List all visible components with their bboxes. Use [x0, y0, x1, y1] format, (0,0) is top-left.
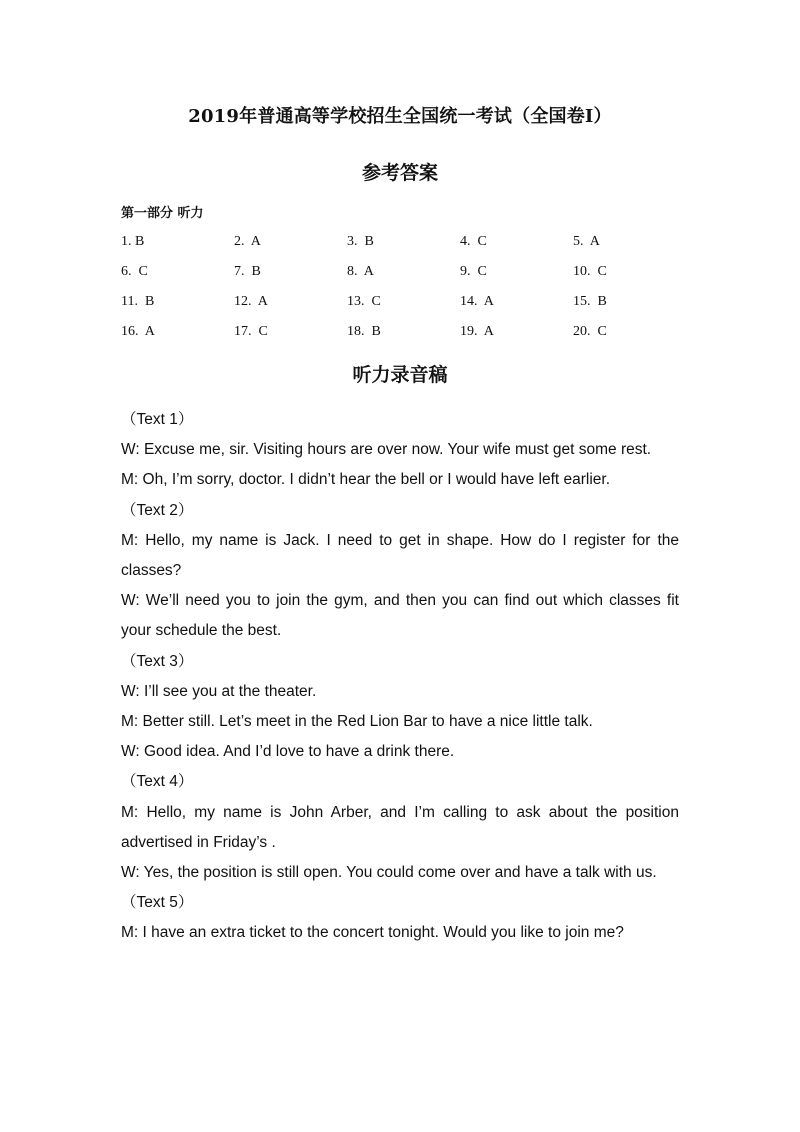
listening-transcript	[121, 405, 679, 949]
answer-item: 13. C	[347, 294, 381, 309]
listening-section-heading: 第一部分 听力	[121, 206, 204, 221]
answer-item: 5. A	[573, 234, 600, 249]
transcript-heading: 听力录音稿	[352, 364, 448, 386]
transcript-line: W: I’ll see you at the theater.	[121, 682, 317, 700]
answer-item: 12. A	[234, 294, 268, 309]
transcript-line: M: I have an extra ticket to the concert tonight. Would you like to join me?	[121, 924, 624, 942]
answer-item: 7. B	[234, 264, 261, 279]
transcript-line: W: We’ll need you to join the gym, and then you can find out which classes fit your schedule the best.	[121, 592, 679, 640]
answer-item: 19. A	[460, 324, 494, 339]
answer-item: 6. C	[121, 264, 148, 279]
answer-item: 17. C	[234, 324, 268, 339]
answer-item: 9. C	[460, 264, 487, 279]
transcript-text-label: （Text 3）	[121, 652, 194, 670]
transcript-line: M: Hello, my name is John Arber, and I’m calling to ask about the position advertised in Friday’s .	[121, 803, 679, 851]
transcript-line: M: Better still. Let’s meet in the Red Lion Bar to have a nice little talk.	[121, 713, 593, 731]
answer-grid	[121, 231, 701, 351]
transcript-line: M: Hello, my name is Jack. I need to get in shape. How do I register for the classes?	[121, 531, 679, 580]
transcript-text-label: （Text 4）	[121, 773, 194, 791]
answer-key-heading: 参考答案	[361, 162, 438, 184]
transcript-line: W: Good idea. And I’d love to have a drink there.	[121, 743, 455, 761]
answer-item: 2. A	[234, 234, 261, 249]
answer-item: 8. A	[347, 264, 374, 279]
answer-item: 20. C	[573, 324, 607, 339]
answer-item: 3. B	[347, 234, 374, 249]
transcript-text-label: （Text 2）	[121, 501, 194, 519]
answer-item: 18. B	[347, 324, 381, 339]
answer-item: 4. C	[460, 234, 487, 249]
transcript-text-label: （Text 1）	[121, 411, 194, 428]
transcript-line: W: Yes, the position is still open. You could come over and have a talk with us.	[121, 864, 657, 882]
transcript-line: W: Excuse me, sir. Visiting hours are over now. Your wife must get some rest.	[121, 441, 652, 459]
answer-item: 11. B	[121, 294, 155, 309]
document-title: 2019年普通高等学校招生全国统一考试（全国卷I）	[188, 106, 612, 127]
answer-item: 15. B	[573, 294, 607, 309]
answer-item: 10. C	[573, 264, 607, 279]
transcript-text-label: （Text 5）	[121, 894, 194, 912]
answer-item: 1. B	[121, 234, 145, 249]
transcript-line: M: Oh, I’m sorry, doctor. I didn’t hear the bell or I would have left earlier.	[121, 471, 611, 489]
answer-item: 16. A	[121, 324, 155, 339]
answer-item: 14. A	[460, 294, 494, 309]
